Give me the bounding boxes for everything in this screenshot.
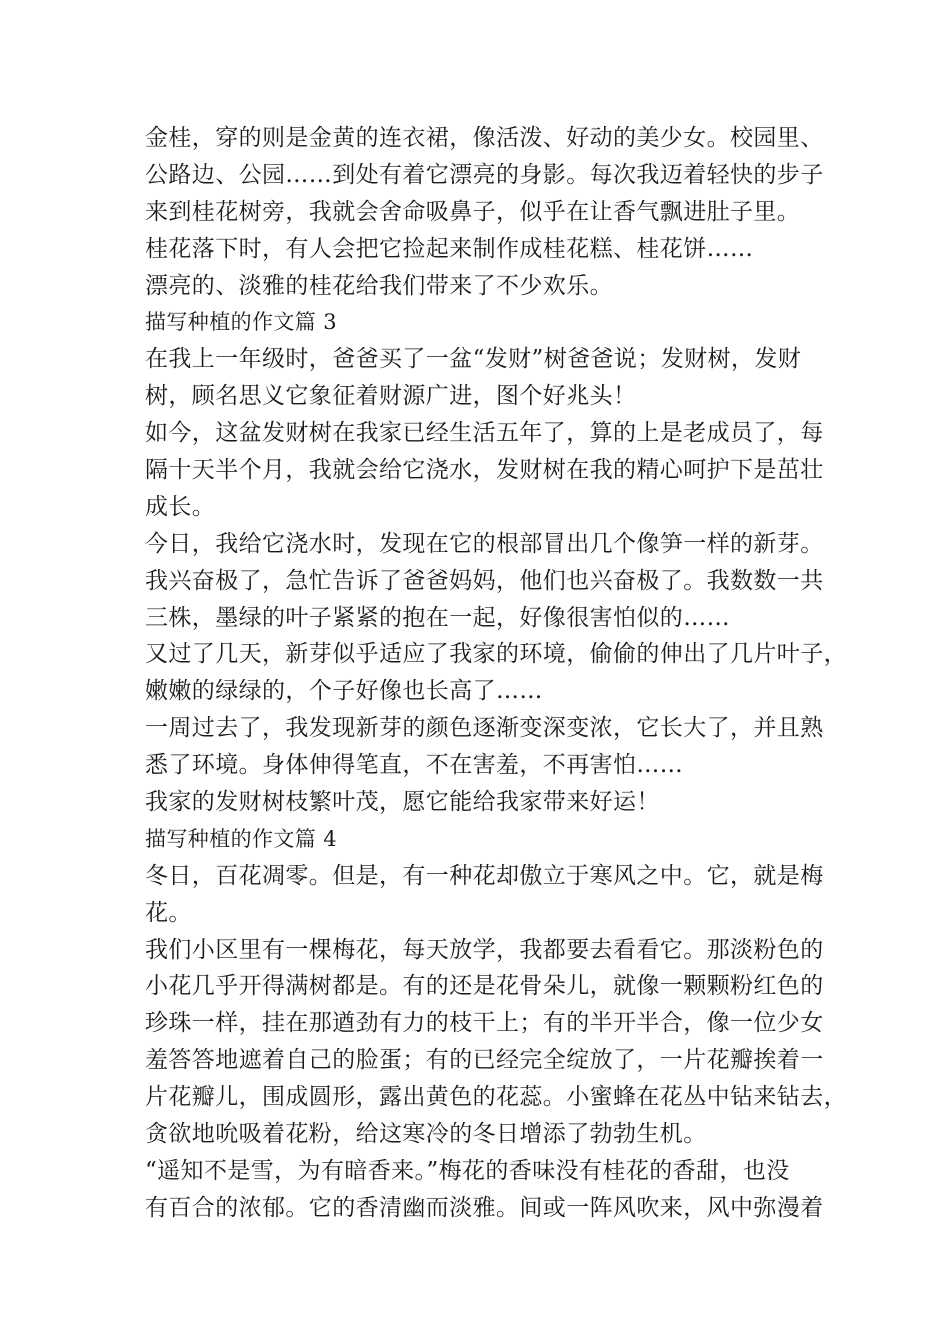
text-line: 小花几乎开得满树都是。有的还是花骨朵儿，就像一颗颗粉红色的 [145,973,824,1000]
text-line: 悉了环境。身体伸得笔直，不在害羞，不再害怕…… [145,752,684,779]
text-line: 我家的发财树枝繁叶茂，愿它能给我家带来好运！ [145,789,660,816]
text-line: 嫩嫩的绿绿的，个子好像也长高了…… [145,678,543,705]
text-line: 羞答答地遮着自己的脸蛋；有的已经完全绽放了，一片花瓣挨着一 [145,1047,824,1074]
text-line: 来到桂花树旁，我就会舍命吸鼻子，似乎在让香气飘进肚子里。 [145,198,801,225]
text-line: 公路边、公园……到处有着它漂亮的身影。每次我迈着轻快的步子 [145,161,824,188]
text-line: 一周过去了，我发现新芽的颜色逐渐变深变浓，它长大了，并且熟 [145,715,824,742]
document-body [145,120,847,1227]
text-line: 珍珠一样，挂在那遒劲有力的枝干上；有的半开半合，像一位少女 [145,1010,824,1037]
text-line: 贪欲地吮吸着花粉，给这寒冷的冬日增添了勃勃生机。 [145,1121,707,1148]
text-line: 金桂，穿的则是金黄的连衣裙，像活泼、好动的美少女。校园里、 [145,125,824,151]
text-line: 有百合的浓郁。它的香清幽而淡雅。间或一阵风吹来，风中弥漫着 [145,1194,824,1221]
text-line: 又过了几天，新芽似乎适应了我家的环境，偷偷的伸出了几片叶子， [145,641,847,668]
text-line: 我兴奋极了，急忙告诉了爸爸妈妈，他们也兴奋极了。我数数一共 [145,567,824,594]
text-line: 冬日，百花凋零。但是，有一种花却傲立于寒风之中。它，就是梅 [145,862,824,889]
text-line: 我们小区里有一棵梅花，每天放学，我都要去看看它。那淡粉色的 [145,936,824,963]
text-line: 花。 [145,899,192,926]
text-line: “遥知不是雪，为有暗香来。”梅花的香味没有桂花的香甜，也没 [145,1157,790,1184]
section-heading: 描写种植的作文篇 3 [145,310,338,335]
text-line: 隔十天半个月，我就会给它浇水，发财树在我的精心呵护下是茁壮 [145,457,824,484]
text-line: 今日，我给它浇水时，发现在它的根部冒出几个像笋一样的新芽。 [145,530,824,557]
text-line: 漂亮的、淡雅的桂花给我们带来了不少欢乐。 [145,272,613,299]
text-line: 树，顾名思义它象征着财源广进，图个好兆头！ [145,383,637,410]
text-line: 如今，这盆发财树在我家已经生活五年了，算的上是老成员了，每 [145,420,824,447]
text-line: 成长。 [145,493,216,520]
text-line: 桂花落下时，有人会把它捡起来制作成桂花糕、桂花饼…… [145,235,754,262]
text-line: 在我上一年级时，爸爸买了一盆“发财”树爸爸说；发财树，发财 [145,346,802,373]
text-line: 三株，墨绿的叶子紧紧的抱在一起，好像很害怕似的…… [145,604,730,631]
section-heading: 描写种植的作文篇 4 [145,826,338,851]
text-line: 片花瓣儿，围成圆形，露出黄色的花蕊。小蜜蜂在花丛中钻来钻去， [145,1084,847,1111]
